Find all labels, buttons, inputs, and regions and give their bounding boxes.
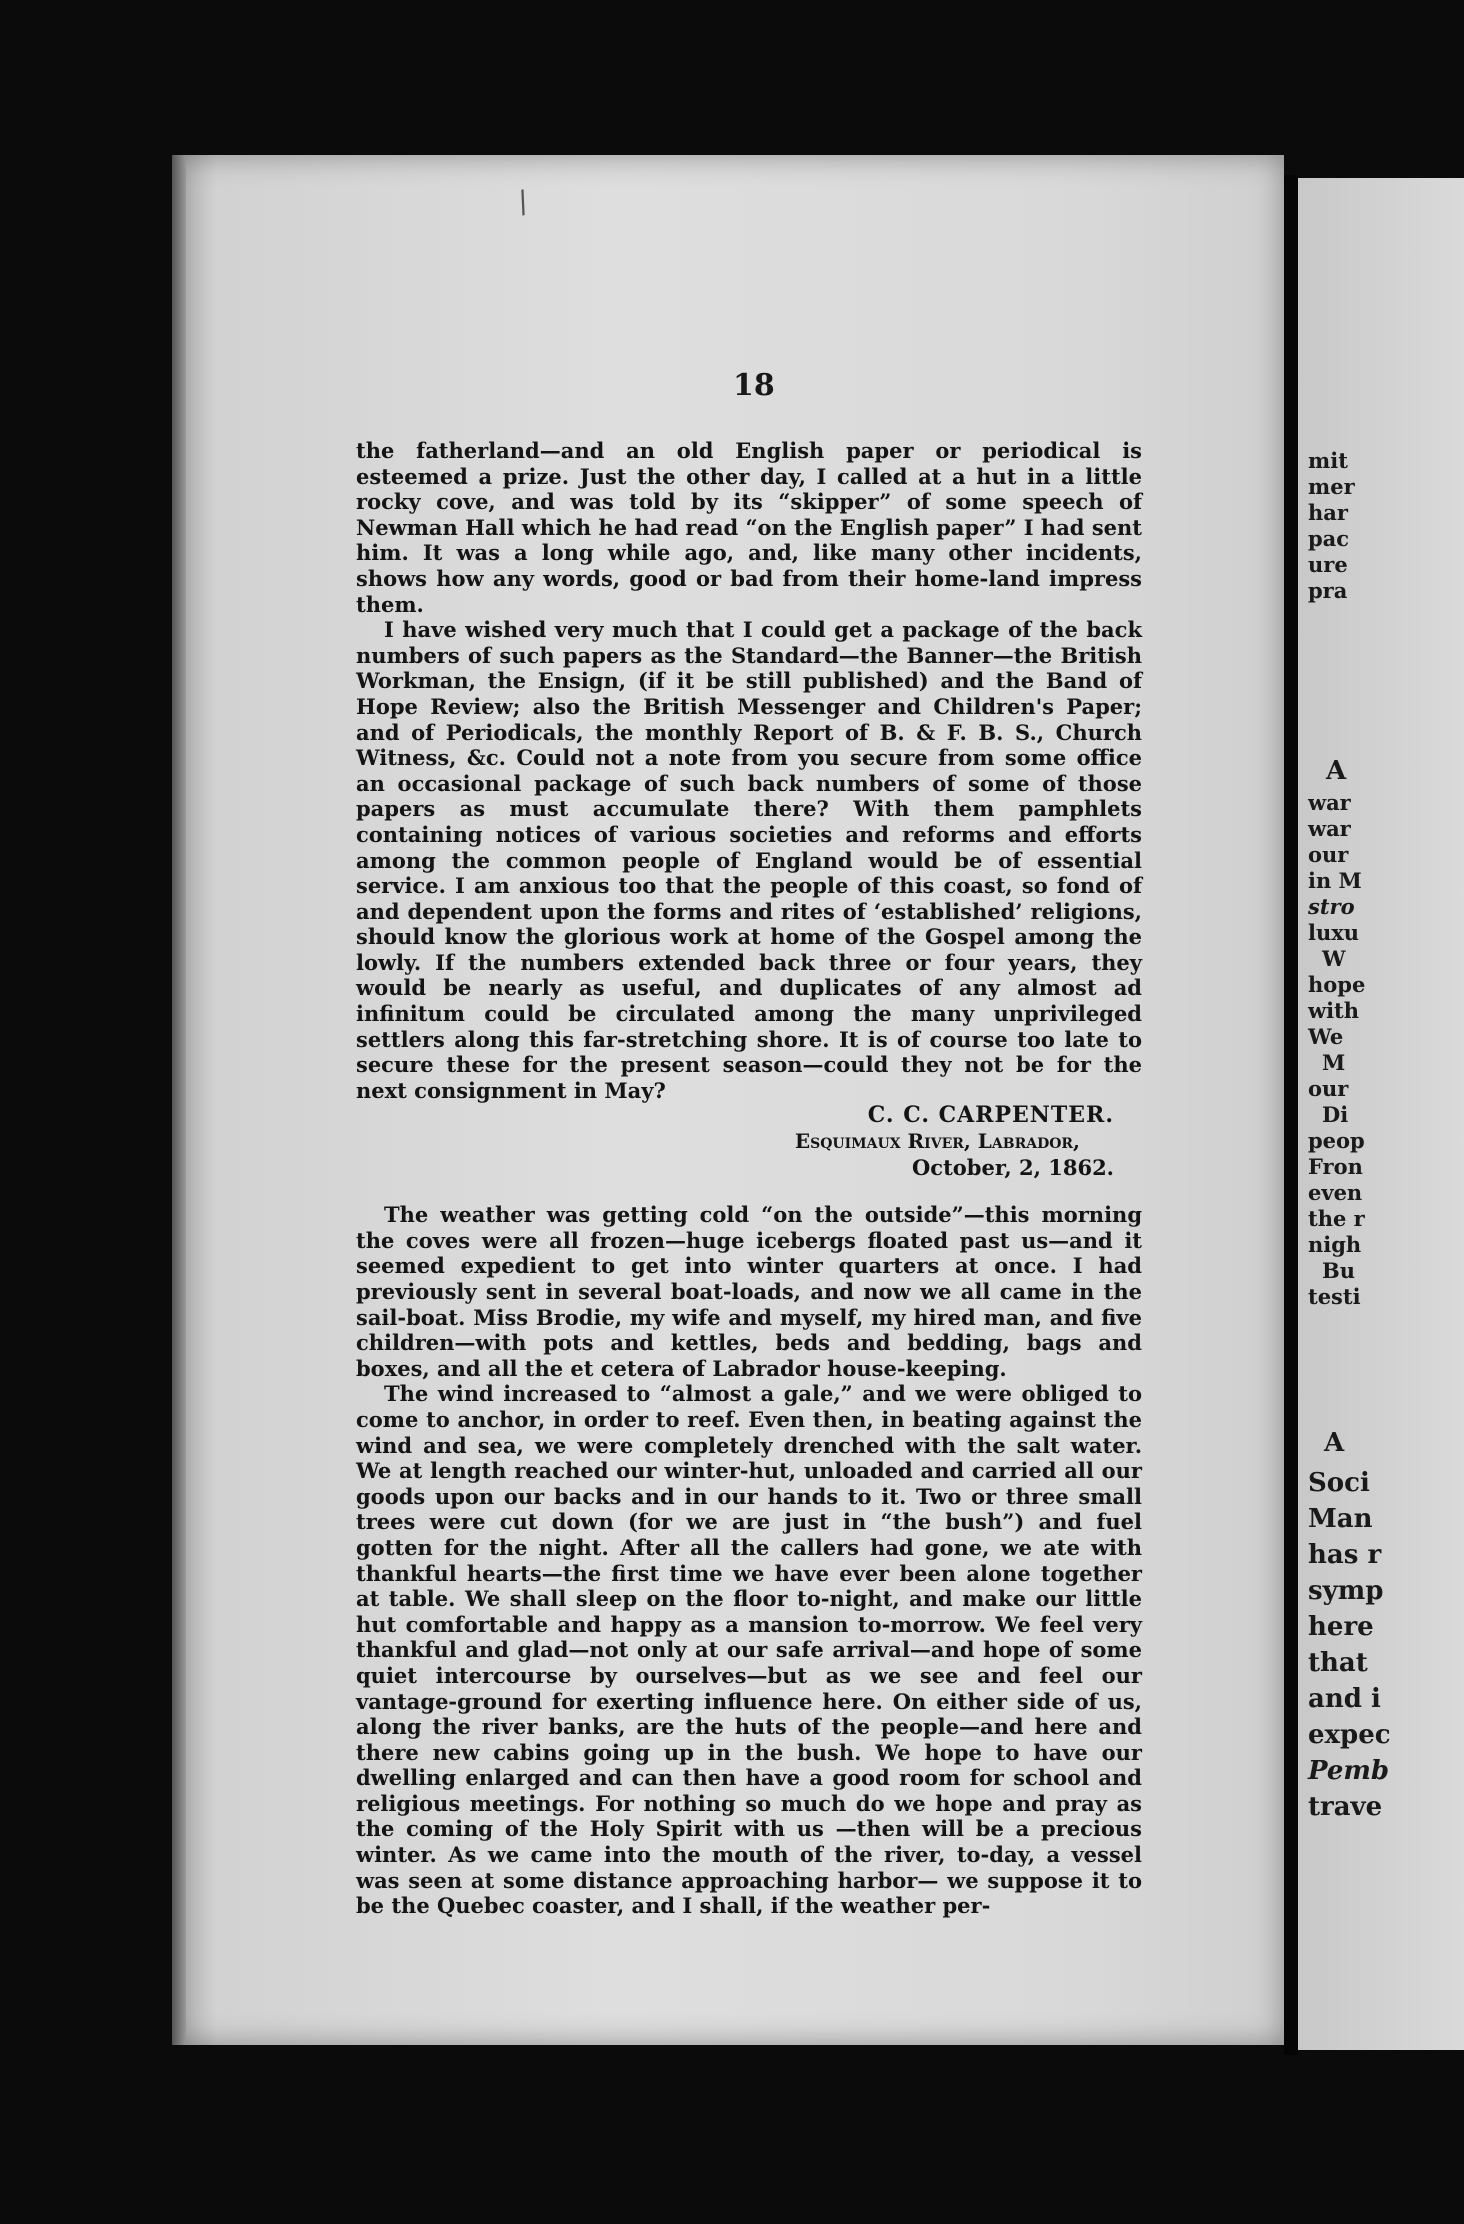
- book-page-right: [1298, 178, 1464, 2050]
- right-fragment: our: [1308, 1076, 1349, 1101]
- right-fragment: here: [1308, 1612, 1374, 1642]
- right-fragment: Bu: [1322, 1258, 1356, 1283]
- right-fragment: mer: [1308, 474, 1355, 499]
- right-fragment: war: [1308, 790, 1351, 815]
- right-fragment: Man: [1308, 1504, 1373, 1534]
- right-fragment: and i: [1308, 1684, 1381, 1714]
- right-fragment: Fron: [1308, 1154, 1363, 1179]
- right-fragment: W: [1322, 946, 1346, 971]
- dateline-place-text: Esquimaux River, Labrador,: [794, 1129, 1080, 1154]
- page-gutter: [1284, 175, 1298, 2055]
- right-fragment: M: [1322, 1050, 1346, 1075]
- right-fragment: Di: [1322, 1102, 1349, 1127]
- pencil-mark-icon: /: [512, 184, 534, 221]
- right-fragment: A: [1326, 756, 1347, 786]
- right-fragment: pra: [1308, 578, 1348, 603]
- page-binding-shadow: [172, 155, 186, 2045]
- signature: C. C. CARPENTER.: [867, 1102, 1114, 1129]
- right-fragment: luxu: [1308, 920, 1360, 945]
- dateline-place: [356, 1129, 1142, 1155]
- right-fragment: We: [1308, 1024, 1344, 1049]
- paragraph-request: I have wished very much that I could get a package of the back numbers of such papers as the Standard—the Banner—the British Workman, the Ensign, (if it be still published) and the Band of Hope Review; also the British Messenger and Children's Paper; and of Periodicals, the monthly Report of B. & F. B. S., Church Witness, &c. Could not a note from you secure from some office an occasional package of such back numbers of some of those papers as must accumulate there? With them pamphlets containing notices of various societies and reforms and efforts among the common people of England would be of essential service. I am anxious too that the people of this coast, so fond of and dependent upon the forms and rites of ‘established’ religions, should know the glorious work at home of the Gospel among the lowly. If the numbers extended back three or four years, they would be nearly as useful, and duplicates of any almost ad infinitum could be circulated among the many unprivileged settlers along this far-stretching shore. It is of course too late to secure these for the present season—could they not be for the next consignment in May?: [356, 617, 1142, 1103]
- right-fragment: has r: [1308, 1540, 1382, 1570]
- paragraph-wind: The wind increased to “almost a gale,” and we were obliged to come to anchor, in order to reef. Even then, in beating against the wind and sea, we were completely drenched with the salt water. We at length reached our winter-hut, unloaded and carried all our goods upon our backs and in our hands to it. Two or three small trees were cut down (for we are just in “the bush”) and fuel gotten for the night. After all the callers had gone, we ate with thankful hearts—the first time we have ever been alone together at table. We shall sleep on the floor to-night, and make our little hut comfortable and happy as a mansion to-morrow. We feel very thankful and glad—not only at our safe arrival—and hope of some quiet intercourse by ourselves—but as we see and feel our vantage-ground for exerting influence here. On either side of us, along the river banks, are the huts of the people—and here and there new cabins going up in the bush. We hope to have our dwelling enlarged and can then have a good room for school and religious meetings. For nothing so much do we hope and pray as the coming of the Holy Spirit with us —then will be a precious winter. As we came into the mouth of the river, to-day, a vessel was seen at some distance approaching harbor— we suppose it to be the Quebec coaster, and I shall, if the weather per-: [356, 1381, 1142, 1919]
- dateline-date: October, 2, 1862.: [912, 1154, 1114, 1180]
- right-fragment: in M: [1308, 868, 1362, 893]
- right-fragment: war: [1308, 816, 1351, 841]
- right-fragment: hope: [1308, 972, 1366, 997]
- right-fragment: stro: [1308, 894, 1355, 919]
- right-fragment: that: [1308, 1648, 1368, 1678]
- paragraph-weather: The weather was getting cold “on the outside”—this morning the coves were all frozen—huge icebergs floated past us—and it seemed expedient to get into winter quarters at once. I had previously sent in several boat-loads, and now we all came in the sail-boat. Miss Brodie, my wife and myself, my hired man, and five children—with pots and kettles, beds and bedding, bags and boxes, and all the et cetera of Labrador house-keeping.: [356, 1202, 1142, 1381]
- right-fragment: nigh: [1308, 1232, 1362, 1257]
- right-fragment: expec: [1308, 1720, 1391, 1750]
- paragraph-continuation: the fatherland—and an old English paper or periodical is esteemed a prize. Just the other day, I called at a hut in a little rocky cove, and was told by its “skipper” of some speech of Newman Hall which he had read “on the English paper” I had sent him. It was a long while ago, and, like many other incidents, shows how any words, good or bad from their home-land impress them.: [356, 438, 1142, 617]
- right-fragment: Pemb: [1308, 1756, 1390, 1786]
- letter-body: [356, 438, 1142, 1919]
- page-number: 18: [733, 368, 775, 403]
- right-fragment: ure: [1308, 552, 1348, 577]
- right-fragment: pac: [1308, 526, 1350, 551]
- right-fragment: A: [1324, 1428, 1345, 1458]
- right-fragment: har: [1308, 500, 1348, 525]
- right-fragment: the r: [1308, 1206, 1365, 1231]
- right-fragment: our: [1308, 842, 1349, 867]
- right-fragment: symp: [1308, 1576, 1384, 1606]
- right-fragment: with: [1308, 998, 1360, 1023]
- right-fragment: peop: [1308, 1128, 1365, 1153]
- right-fragment: Soci: [1308, 1468, 1370, 1498]
- right-fragment: even: [1308, 1180, 1363, 1205]
- right-fragment: testi: [1308, 1284, 1361, 1309]
- right-fragment: mit: [1308, 448, 1348, 473]
- right-fragment: trave: [1308, 1792, 1383, 1822]
